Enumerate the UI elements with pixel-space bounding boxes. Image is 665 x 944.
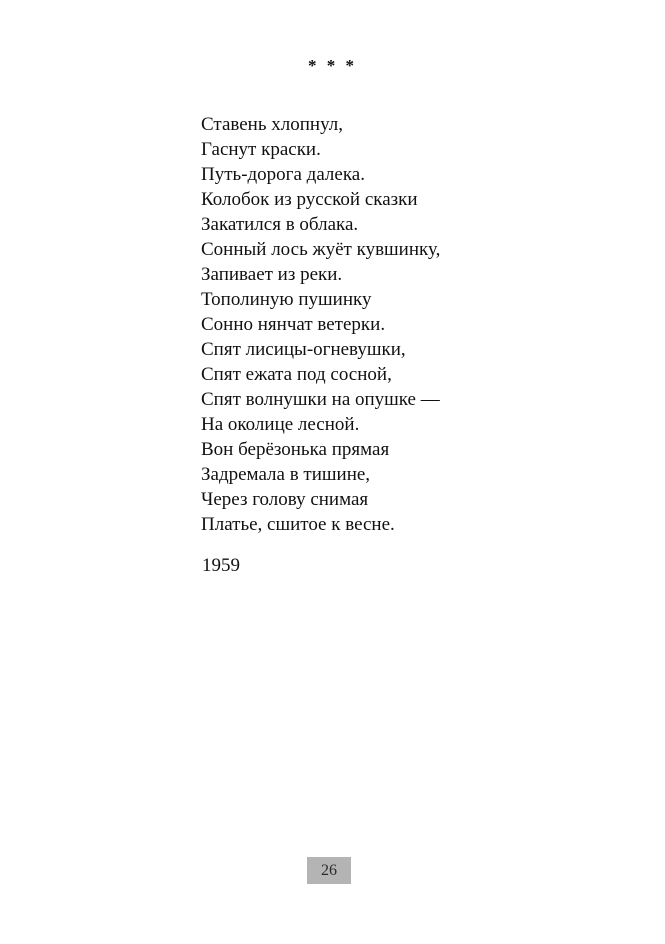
poem-text: [201, 112, 440, 537]
poem-line: Задремала в тишине,: [201, 464, 371, 485]
poem-line: На околице лесной.: [201, 414, 360, 435]
poem-line: Спят волнушки на опушке —: [201, 389, 440, 410]
poem-line: Вон берёзонька прямая: [201, 439, 390, 460]
poem-line: Ставень хлопнул,: [201, 114, 343, 135]
poem-line: Платье, сшитое к весне.: [201, 514, 395, 535]
poem-line: Спят ежата под сосной,: [201, 364, 392, 385]
poem-line: Сонный лось жуёт кувшинку,: [201, 239, 441, 260]
poem-year: 1959: [202, 555, 240, 576]
poem-line: Сонно нянчат ветерки.: [201, 314, 386, 335]
poem-line: Гаснут краски.: [201, 139, 321, 160]
page-number: 26: [307, 857, 351, 884]
poem-line: Запивает из реки.: [201, 264, 343, 285]
poem-line: Колобок из русской сказки: [201, 189, 418, 210]
poem-line: Через голову снимая: [201, 489, 369, 510]
poem-line: Путь-дорога далека.: [201, 164, 365, 185]
poem-line: Спят лисицы-огневушки,: [201, 339, 406, 360]
poem-line: Тополиную пушинку: [201, 289, 372, 310]
section-ornament: * * *: [308, 56, 357, 75]
poem-line: Закатился в облака.: [201, 214, 359, 235]
